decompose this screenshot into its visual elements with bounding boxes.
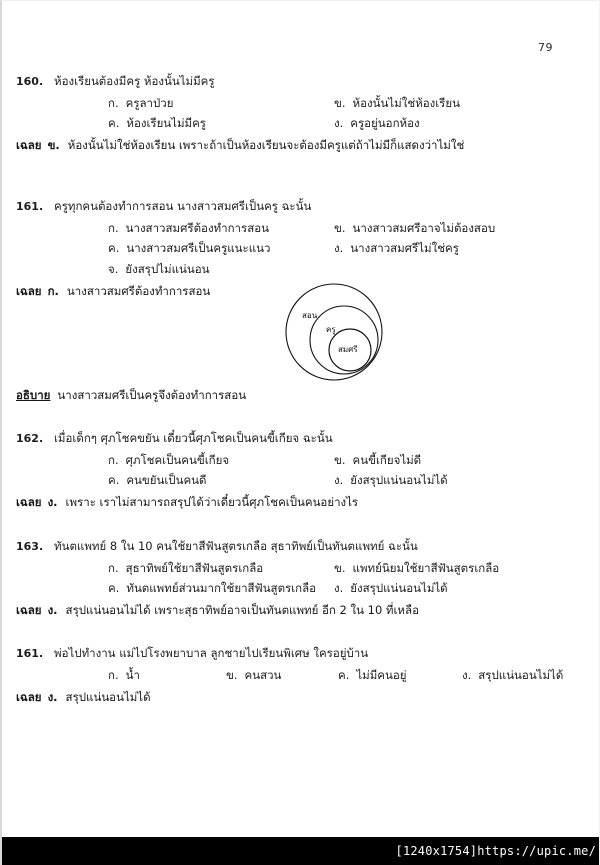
diagram-area — [2, 282, 574, 386]
option-text: นางสาวสมศรีไม่ใช่ครู — [350, 241, 459, 256]
option-label: ก. — [108, 221, 119, 236]
option-text: นางสาวสมศรีอาจไม่ต้องสอบ — [352, 221, 496, 236]
explanation-text: นางสาวสมศรีเป็นครูจึงต้องทำการสอน — [57, 388, 247, 403]
question-stem-row — [2, 538, 574, 556]
answer-key-text: เพราะ เราไม่สามารถสรุปได้ว่าเดี๋ยวนี้ศุภโชคเป็นคนอย่างไร — [65, 495, 359, 510]
option-b[interactable] — [334, 558, 499, 578]
option-e[interactable] — [108, 259, 210, 279]
option-a[interactable] — [108, 450, 334, 470]
option-text: น้ำ — [125, 668, 140, 683]
option-c[interactable] — [108, 238, 334, 258]
question-block-161-repeat — [2, 645, 600, 706]
option-a[interactable] — [108, 665, 226, 685]
option-c[interactable] — [108, 578, 334, 598]
option-text: ยังสรุปไม่แน่นอน — [125, 261, 210, 276]
question-stem-row — [2, 430, 574, 448]
inner-circle-label: สมศรี — [338, 345, 358, 355]
spacer — [2, 619, 600, 645]
answer-key-text: สรุปแน่นอนไม่ได้ — [65, 690, 151, 705]
answer-key-label: เฉลย — [16, 283, 42, 298]
answer-key-text: นางสาวสมศรีต้องทำการสอน — [66, 283, 211, 298]
option-row — [108, 113, 574, 133]
option-row — [108, 238, 574, 258]
option-label: ข. — [226, 668, 238, 683]
options-group — [108, 93, 574, 133]
option-text: นางสาวสมศรีเป็นครูแนะแนว — [126, 241, 271, 256]
document-body — [2, 73, 600, 707]
question-block-163 — [2, 538, 600, 619]
option-row — [108, 665, 574, 685]
option-label: ค. — [108, 241, 120, 256]
option-a[interactable] — [108, 218, 334, 238]
question-number: 162. — [16, 432, 44, 446]
option-row — [108, 259, 574, 279]
answer-key-choice: ข. — [47, 138, 60, 153]
options-group — [108, 665, 574, 685]
answer-key-text: สรุปแน่นอนไม่ได้ เพราะสุธาทิพย์อาจเป็นทันตแพทย์ อีก 2 ใน 10 ที่เหลือ — [65, 602, 419, 617]
options-group — [108, 558, 574, 598]
option-row — [108, 578, 574, 598]
option-label: ค. — [338, 668, 350, 683]
option-text: สรุปแน่นอนไม่ได้ — [478, 668, 564, 683]
answer-key-label: เฉลย — [16, 495, 42, 510]
option-label: ก. — [108, 95, 119, 110]
option-label: ก. — [108, 453, 119, 468]
options-group — [108, 218, 574, 278]
question-block-161 — [2, 198, 600, 404]
option-a[interactable] — [108, 558, 334, 578]
option-text: นางสาวสมศรีต้องทำการสอน — [125, 221, 269, 236]
option-label: ข. — [334, 560, 346, 575]
option-text: ยังสรุปแน่นอนไม่ได้ — [350, 580, 448, 595]
option-c[interactable] — [338, 665, 462, 685]
option-text: คนสวน — [244, 668, 282, 683]
option-text: ยังสรุปแน่นอนไม่ได้ — [350, 473, 448, 488]
watermark-text: [1240x1754]https://upic.me/ — [395, 844, 596, 858]
option-d[interactable] — [334, 238, 459, 258]
option-label: ง. — [462, 668, 472, 683]
option-label: ค. — [108, 473, 120, 488]
option-label: ข. — [334, 221, 346, 236]
question-number: 163. — [16, 539, 44, 553]
option-text: แพทย์นิยมใช้ยาสีฟันสูตรเกลือ — [352, 560, 500, 575]
option-label: ก. — [108, 560, 119, 575]
option-label: ง. — [334, 115, 344, 130]
explanation-label: อธิบาย — [16, 388, 51, 403]
question-block-160 — [2, 73, 600, 154]
answer-key-row — [16, 601, 574, 619]
option-label: ง. — [334, 241, 344, 256]
option-c[interactable] — [108, 113, 334, 133]
answer-key-label: เฉลย — [16, 602, 42, 617]
question-text: พ่อไปทำงาน แม่ไปโรงพยาบาล ลูกชายไปเรียนพิเศษ ใครอยู่บ้าน — [54, 646, 369, 661]
option-d[interactable] — [334, 470, 448, 490]
option-b[interactable] — [226, 665, 338, 685]
answer-key-choice: ก. — [47, 283, 59, 298]
option-label: จ. — [108, 261, 119, 276]
answer-key-row — [16, 688, 574, 706]
option-d[interactable] — [462, 665, 563, 685]
option-row — [108, 558, 574, 578]
spacer — [2, 154, 600, 198]
option-label: ก. — [108, 668, 119, 683]
question-number: 161. — [16, 200, 44, 214]
question-block-162 — [2, 430, 600, 511]
option-b[interactable] — [334, 218, 495, 238]
outer-circle-label: สอน — [302, 311, 318, 321]
option-label: ค. — [108, 115, 120, 130]
option-d[interactable] — [334, 113, 420, 133]
option-row — [108, 450, 574, 470]
question-number: 160. — [16, 75, 44, 88]
option-label: ง. — [334, 580, 344, 595]
option-b[interactable] — [334, 93, 460, 113]
option-label: ข. — [334, 453, 346, 468]
page-number: 79 — [538, 41, 553, 54]
option-a[interactable] — [108, 93, 334, 113]
option-text: ไม่มีคนอยู่ — [356, 668, 407, 683]
question-text: ครูทุกคนต้องทำการสอน นางสาวสมศรีเป็นครู ฉะนั้น — [54, 199, 312, 214]
option-label: ข. — [334, 95, 346, 110]
option-text: คนขี้เกียจไม่ดี — [352, 453, 422, 468]
option-text: ครูอยู่นอกห้อง — [350, 115, 420, 130]
middle-circle-label: ครู — [326, 325, 336, 335]
question-stem-row — [2, 645, 574, 663]
answer-key-label: เฉลย — [16, 138, 42, 153]
nested-circles-diagram — [278, 282, 398, 386]
question-number: 161. — [16, 647, 44, 661]
option-b[interactable] — [334, 450, 421, 470]
question-stem-row — [2, 73, 574, 91]
option-row — [108, 218, 574, 238]
question-stem-row — [2, 198, 574, 216]
answer-key-row — [16, 136, 574, 154]
option-d[interactable] — [334, 578, 448, 598]
answer-key-choice: ง. — [47, 690, 58, 705]
explanation-row — [16, 386, 574, 404]
option-text: ศุภโชคเป็นคนขี้เกียจ — [125, 453, 230, 468]
option-text: ทันตแพทย์ส่วนมากใช้ยาสีฟันสูตรเกลือ — [126, 580, 317, 595]
option-c[interactable] — [108, 470, 334, 490]
option-text: ห้องเรียนไม่มีครู — [126, 115, 206, 130]
answer-key-text: ห้องนั้นไม่ใช่ห้องเรียน เพราะถ้าเป็นห้องเรียนจะต้องมีครูแต่ถ้าไม่มีก็แสดงว่าไม่ใช่ — [67, 138, 465, 153]
spacer — [2, 404, 600, 430]
option-row — [108, 93, 574, 113]
answer-key-label: เฉลย — [16, 690, 42, 705]
answer-key-row — [16, 493, 574, 511]
question-text: เมื่อเด็กๆ ศุภโชคขยัน เดี๋ยวนี้ศุภโชคเป็นคนขี้เกียจ ฉะนั้น — [54, 431, 333, 446]
option-row — [108, 470, 574, 490]
options-group — [108, 450, 574, 490]
answer-key-choice: ง. — [47, 495, 58, 510]
answer-key-choice: ง. — [47, 602, 58, 617]
option-text: ครูลาป่วย — [125, 95, 174, 110]
option-text: สุธาทิพย์ใช้ยาสีฟันสูตรเกลือ — [125, 560, 264, 575]
question-text: ทันตแพทย์ 8 ใน 10 คนใช้ยาสีฟันสูตรเกลือ สุธาทิพย์เป็นทันตแพทย์ ฉะนั้น — [54, 538, 418, 553]
question-text: ห้องเรียนต้องมีครู ห้องนั้นไม่มีครู — [54, 74, 215, 88]
option-label: ค. — [108, 580, 120, 595]
option-text: ห้องนั้นไม่ใช่ห้องเรียน — [352, 95, 460, 110]
option-label: ง. — [334, 473, 344, 488]
option-text: คนขยันเป็นคนดี — [126, 473, 207, 488]
watermark-bar — [2, 837, 600, 865]
spacer — [2, 512, 600, 538]
